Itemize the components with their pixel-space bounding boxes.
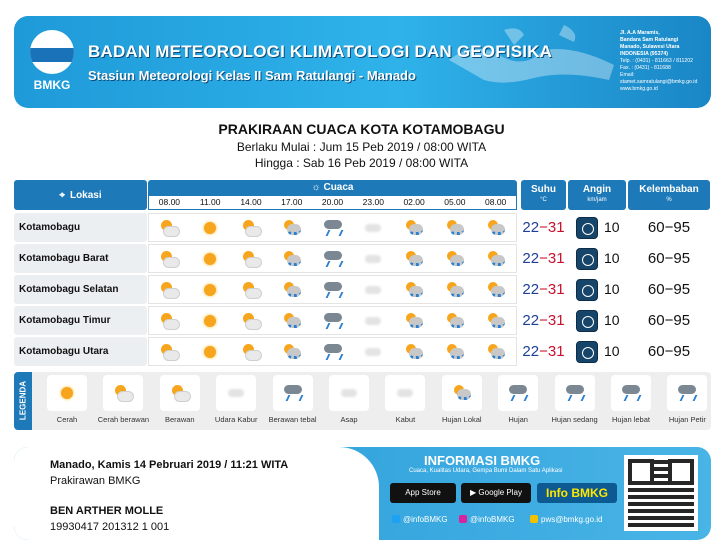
- wind-direction-icon: [576, 248, 598, 270]
- rain-sun-icon: [282, 313, 302, 329]
- forecaster-name: BEN ARTHER MOLLE: [50, 505, 164, 517]
- weather-cell: [475, 276, 516, 303]
- legend-item-label: Cerah: [56, 415, 78, 424]
- weather-cell: [149, 338, 190, 365]
- weather-strip: [148, 306, 517, 335]
- header-suhu-unit: °C: [540, 197, 547, 203]
- address-line: INDONESIA (95374): [620, 51, 668, 57]
- local-rain-icon: [452, 385, 472, 401]
- weather-cell: [475, 307, 516, 334]
- play-icon: ▶: [470, 488, 479, 497]
- time-row: [148, 195, 517, 210]
- location-name: Kotamobagu: [14, 213, 147, 242]
- temperature: [521, 337, 566, 366]
- table-row: [14, 244, 710, 273]
- legend-item-label: Hujan: [508, 415, 528, 424]
- sun-icon: [204, 253, 216, 265]
- time-label: 02.00: [403, 197, 425, 207]
- weather-cell: [434, 338, 475, 365]
- weather-cell: [312, 214, 353, 241]
- weather-cell: [271, 214, 312, 241]
- forecast-title: PRAKIRAAN CUACA KOTA KOTAMOBAGU: [218, 121, 505, 137]
- storm-icon: [323, 220, 343, 236]
- address-block: [620, 30, 710, 93]
- temp-separator: −: [539, 219, 548, 236]
- address-line: Fax. : (0431) - 811688: [620, 65, 671, 71]
- cloud-sun-icon: [241, 282, 261, 298]
- rain-sun-icon: [445, 251, 465, 267]
- weather-cell: [394, 245, 435, 272]
- weather-cell: [353, 214, 394, 241]
- weather-cell: [271, 338, 312, 365]
- logo-globe-icon: [30, 30, 74, 74]
- weather-cell: [190, 307, 231, 334]
- table-row: [14, 275, 710, 304]
- table-row: [14, 213, 710, 242]
- rain-sun-icon: [486, 220, 506, 236]
- header-lokasi-label: Lokasi: [69, 189, 102, 201]
- haze-icon: [363, 251, 383, 267]
- temp-separator: −: [539, 250, 548, 267]
- wind-speed: 10: [604, 312, 620, 328]
- weather-cell: [394, 214, 435, 241]
- temp-max: 31: [547, 343, 565, 360]
- legend-item-label: Cerah berawan: [97, 415, 150, 424]
- rain-sun-icon: [486, 251, 506, 267]
- weather-cell: [231, 214, 272, 241]
- legend: [14, 372, 711, 430]
- humidity: 60−95: [647, 281, 691, 298]
- legend-item-label: Hujan lebat: [612, 415, 650, 424]
- legend-item: [151, 375, 209, 424]
- legend-item: [38, 375, 96, 424]
- legend-item: [602, 375, 660, 424]
- heavy-rain-icon: [621, 385, 641, 401]
- temp-separator: −: [539, 343, 548, 360]
- info-bmkg-app[interactable]: Info BMKG: [537, 483, 617, 503]
- instagram-icon: [459, 515, 467, 523]
- cloud-icon: [170, 385, 190, 401]
- header-suhu: [521, 180, 566, 210]
- table-row: [14, 306, 710, 335]
- google-play-button[interactable]: [461, 483, 531, 503]
- header-kelembaban-unit: %: [666, 197, 672, 203]
- temp-max: 31: [547, 250, 565, 267]
- legend-item-label: Udara Kabur: [214, 415, 258, 424]
- weather-cell: [149, 307, 190, 334]
- legend-item-label: Hujan Petir: [668, 415, 706, 424]
- cloud-sun-icon: [159, 344, 179, 360]
- legend-icon-box: [611, 375, 651, 411]
- twitter-handle: @infoBMKG: [403, 515, 448, 524]
- legend-item-label: Asap: [340, 415, 358, 424]
- time-label: 14.00: [240, 197, 262, 207]
- weather-cell: [353, 245, 394, 272]
- temp-min: 22: [522, 250, 540, 267]
- header-suhu-label: Suhu: [531, 184, 556, 195]
- weather-cell: [149, 214, 190, 241]
- rain-sun-icon: [282, 344, 302, 360]
- cloud-sun-icon: [159, 313, 179, 329]
- weather-cell: [353, 276, 394, 303]
- email-link[interactable]: [530, 515, 602, 524]
- legend-icon-box: [385, 375, 425, 411]
- app-store-label: App Store: [405, 488, 441, 497]
- haze-icon: [363, 220, 383, 236]
- humidity: 60−95: [647, 250, 691, 267]
- wind-speed: 10: [604, 219, 620, 235]
- haze-icon: [363, 344, 383, 360]
- weather-cell: [149, 245, 190, 272]
- table-header: [14, 180, 710, 210]
- address-line: www.bmkg.go.id: [620, 86, 658, 92]
- cloud-sun-icon: [241, 220, 261, 236]
- header-angin: [568, 180, 626, 210]
- time-label: 11.00: [199, 197, 221, 207]
- header-cuaca-label: Cuaca: [323, 182, 354, 193]
- footer: [14, 447, 711, 540]
- weather-cell: [149, 276, 190, 303]
- header-kelembaban: [628, 180, 710, 210]
- rain-sun-icon: [404, 282, 424, 298]
- humidity: 60−95: [647, 312, 691, 329]
- temp-min: 22: [522, 343, 540, 360]
- google-play-label: Google Play: [478, 488, 522, 497]
- legend-icon-box: [498, 375, 538, 411]
- cloud-sun-icon: [241, 344, 261, 360]
- weather-strip: [148, 213, 517, 242]
- weather-cell: [394, 338, 435, 365]
- forecaster-role: Prakirawan BMKG: [50, 475, 141, 487]
- legend-label-box: [14, 372, 32, 430]
- temperature: [521, 306, 566, 335]
- address-line: Manado, Sulawesi Utara: [620, 44, 680, 50]
- rain-sun-icon: [486, 313, 506, 329]
- wind-speed: 10: [604, 250, 620, 266]
- weather-cell: [434, 276, 475, 303]
- weather-cell: [394, 307, 435, 334]
- storm-icon: [323, 282, 343, 298]
- legend-icon-box: [160, 375, 200, 411]
- weather-cell: [231, 307, 272, 334]
- cloud-sun-icon: [159, 282, 179, 298]
- rain-sun-icon: [445, 282, 465, 298]
- sun-icon: [61, 387, 73, 399]
- weather-cell: [434, 214, 475, 241]
- weather-cell: [190, 214, 231, 241]
- legend-icon-box: [103, 375, 143, 411]
- legend-item: [489, 375, 547, 424]
- rain-sun-icon: [282, 282, 302, 298]
- time-label: 08.00: [158, 197, 181, 207]
- email-address: pws@bmkg.go.id: [541, 515, 603, 524]
- smoke-icon: [339, 385, 359, 401]
- sun-icon: [204, 222, 216, 234]
- rain-sun-icon: [404, 251, 424, 267]
- valid-to: Hingga : Sab 16 Peb 2019 / 08:00 WITA: [254, 156, 469, 170]
- cloud-sun-icon: [159, 220, 179, 236]
- time-label: 23.00: [362, 197, 384, 207]
- weather-cell: [475, 245, 516, 272]
- storm-icon: [323, 313, 343, 329]
- weather-strip: [148, 244, 517, 273]
- wind-direction-icon: [576, 341, 598, 363]
- instagram-handle: @infoBMKG: [470, 515, 515, 524]
- legend-icon-box: [329, 375, 369, 411]
- storm-icon: [323, 251, 343, 267]
- legend-item: [320, 375, 378, 424]
- time-label: 20.00: [321, 197, 344, 207]
- weather-cell: [394, 276, 435, 303]
- thunderstorm-icon: [677, 385, 697, 401]
- legend-item-label: Hujan sedang: [551, 415, 598, 424]
- legend-item-label: Berawan: [164, 415, 195, 424]
- rain-sun-icon: [445, 344, 465, 360]
- temp-max: 31: [547, 281, 565, 298]
- wind-direction-icon: [576, 279, 598, 301]
- wind-direction-icon: [576, 217, 598, 239]
- rain-sun-icon: [282, 251, 302, 267]
- weather-cell: [231, 276, 272, 303]
- rain-sun-icon: [404, 220, 424, 236]
- forecast-rows: [14, 213, 710, 368]
- info-title: INFORMASI BMKG: [424, 453, 541, 468]
- weather-cell: [231, 245, 272, 272]
- temp-separator: −: [539, 312, 548, 329]
- legend-icon-box: [442, 375, 482, 411]
- fog-icon: [395, 385, 415, 401]
- header-angin-label: Angin: [582, 184, 612, 195]
- legend-label: LEGENDA: [18, 380, 28, 421]
- cloud-sun-icon: [241, 313, 261, 329]
- address-line: Jl. A.A Maramis,: [620, 30, 660, 36]
- weather-cell: [312, 276, 353, 303]
- temp-min: 22: [522, 312, 540, 329]
- sun-icon: [204, 346, 216, 358]
- temp-max: 31: [547, 312, 565, 329]
- cloud-sun-icon: [159, 251, 179, 267]
- address-line: Email:: [620, 72, 635, 78]
- temp-max: 31: [547, 219, 565, 236]
- rain-icon: [508, 385, 528, 401]
- table-row: [14, 337, 710, 366]
- weather-cell: [190, 245, 231, 272]
- legend-item: [207, 375, 265, 424]
- header-cuaca: [148, 180, 517, 210]
- time-label: 05.00: [444, 197, 466, 207]
- legend-item: [546, 375, 604, 424]
- time-label: 08.00: [485, 197, 507, 207]
- qr-code[interactable]: [624, 455, 698, 531]
- weather-strip: [148, 337, 517, 366]
- rain-sun-icon: [486, 344, 506, 360]
- legend-icon-box: [273, 375, 313, 411]
- legend-item: [433, 375, 491, 424]
- agency-title: BADAN METEOROLOGI KLIMATOLOGI DAN GEOFISIKA: [88, 42, 553, 61]
- moderate-rain-icon: [565, 385, 585, 401]
- station-name: Stasiun Meteorologi Kelas II Sam Ratulangi - Manado: [88, 68, 416, 83]
- weather-cell: [312, 307, 353, 334]
- location-name: Kotamobagu Barat: [14, 244, 147, 273]
- bmkg-logo: [26, 30, 78, 100]
- weather-cell: [312, 245, 353, 272]
- logo-text: BMKG: [33, 78, 71, 92]
- cloud-sun-icon: [241, 251, 261, 267]
- rain-sun-icon: [486, 282, 506, 298]
- app-store-button[interactable]: [390, 483, 456, 503]
- sun-icon: [204, 315, 216, 327]
- weather-cell: [312, 338, 353, 365]
- twitter-icon: [392, 515, 400, 523]
- legend-icon-box: [667, 375, 707, 411]
- legend-icon-box: [47, 375, 87, 411]
- cloud-sun-icon: [113, 385, 133, 401]
- header-lokasi: [14, 180, 147, 210]
- humidity: 60−95: [647, 219, 691, 236]
- location-pin-icon: ⌖: [59, 189, 65, 201]
- weather-cell: [475, 338, 516, 365]
- issue-date: Manado, Kamis 14 Pebruari 2019 / 11:21 WITA: [50, 459, 289, 471]
- rain-sun-icon: [282, 220, 302, 236]
- haze-icon: [363, 282, 383, 298]
- legend-item: [376, 375, 434, 424]
- weather-cell: [434, 307, 475, 334]
- weather-cell: [271, 307, 312, 334]
- legend-item-label: Berawan tebal: [268, 415, 317, 424]
- location-name: Kotamobagu Selatan: [14, 275, 147, 304]
- temp-min: 22: [522, 219, 540, 236]
- legend-item: [94, 375, 152, 424]
- location-name: Kotamobagu Timur: [14, 306, 147, 335]
- legend-item: [264, 375, 322, 424]
- humidity: 60−95: [647, 343, 691, 360]
- temp-min: 22: [522, 281, 540, 298]
- valid-from: Berlaku Mulai : Jum 15 Peb 2019 / 08:00 WITA: [236, 140, 487, 154]
- weather-cell: [434, 245, 475, 272]
- weather-cell: [353, 307, 394, 334]
- email-icon: [530, 515, 538, 523]
- legend-item: [658, 375, 716, 424]
- wind-speed: 10: [604, 343, 620, 359]
- temperature: [521, 275, 566, 304]
- wind-direction-icon: [576, 310, 598, 332]
- location-name: Kotamobagu Utara: [14, 337, 147, 366]
- address-line: Telp. : (0431) - 811663 / 811202: [620, 58, 694, 64]
- weather-cell: [271, 245, 312, 272]
- address-line: Bandara Sam Ratulangi: [620, 37, 679, 43]
- weather-cell: [190, 338, 231, 365]
- forecaster-nip: 19930417 201312 1 001: [50, 521, 170, 533]
- info-subtitle: Cuaca, Kualitas Udara, Gempa Bumi Dalam Satu Aplikasi: [409, 468, 563, 474]
- legend-icon-box: [555, 375, 595, 411]
- rain-sun-icon: [404, 344, 424, 360]
- weather-cell: [231, 338, 272, 365]
- sun-icon: [204, 284, 216, 296]
- weather-cell: [271, 276, 312, 303]
- thick-cloud-icon: [283, 385, 303, 401]
- instagram-link[interactable]: [459, 515, 515, 524]
- weather-cell: [353, 338, 394, 365]
- weather-strip: [148, 275, 517, 304]
- temp-separator: −: [539, 281, 548, 298]
- cuaca-icon: ☼: [311, 182, 324, 193]
- temperature: [521, 244, 566, 273]
- weather-cell: [475, 214, 516, 241]
- legend-item-label: Kabut: [395, 415, 416, 424]
- qr-code-icon: [628, 459, 694, 527]
- legend-icon-box: [216, 375, 256, 411]
- header-banner: [14, 16, 711, 108]
- haze-icon: [363, 313, 383, 329]
- header-angin-unit: km/jam: [587, 197, 607, 203]
- storm-icon: [323, 344, 343, 360]
- haze-icon: [226, 385, 246, 401]
- time-label: 17.00: [281, 197, 303, 207]
- legend-item-label: Hujan Lokal: [441, 415, 482, 424]
- weather-cell: [190, 276, 231, 303]
- rain-sun-icon: [404, 313, 424, 329]
- wind-speed: 10: [604, 281, 620, 297]
- address-line: stamet.samratulangi@bmkg.go.id: [620, 79, 698, 85]
- temperature: [521, 213, 566, 242]
- header-kelembaban-label: Kelembaban: [639, 184, 699, 195]
- rain-sun-icon: [445, 220, 465, 236]
- twitter-link[interactable]: [392, 515, 448, 524]
- rain-sun-icon: [445, 313, 465, 329]
